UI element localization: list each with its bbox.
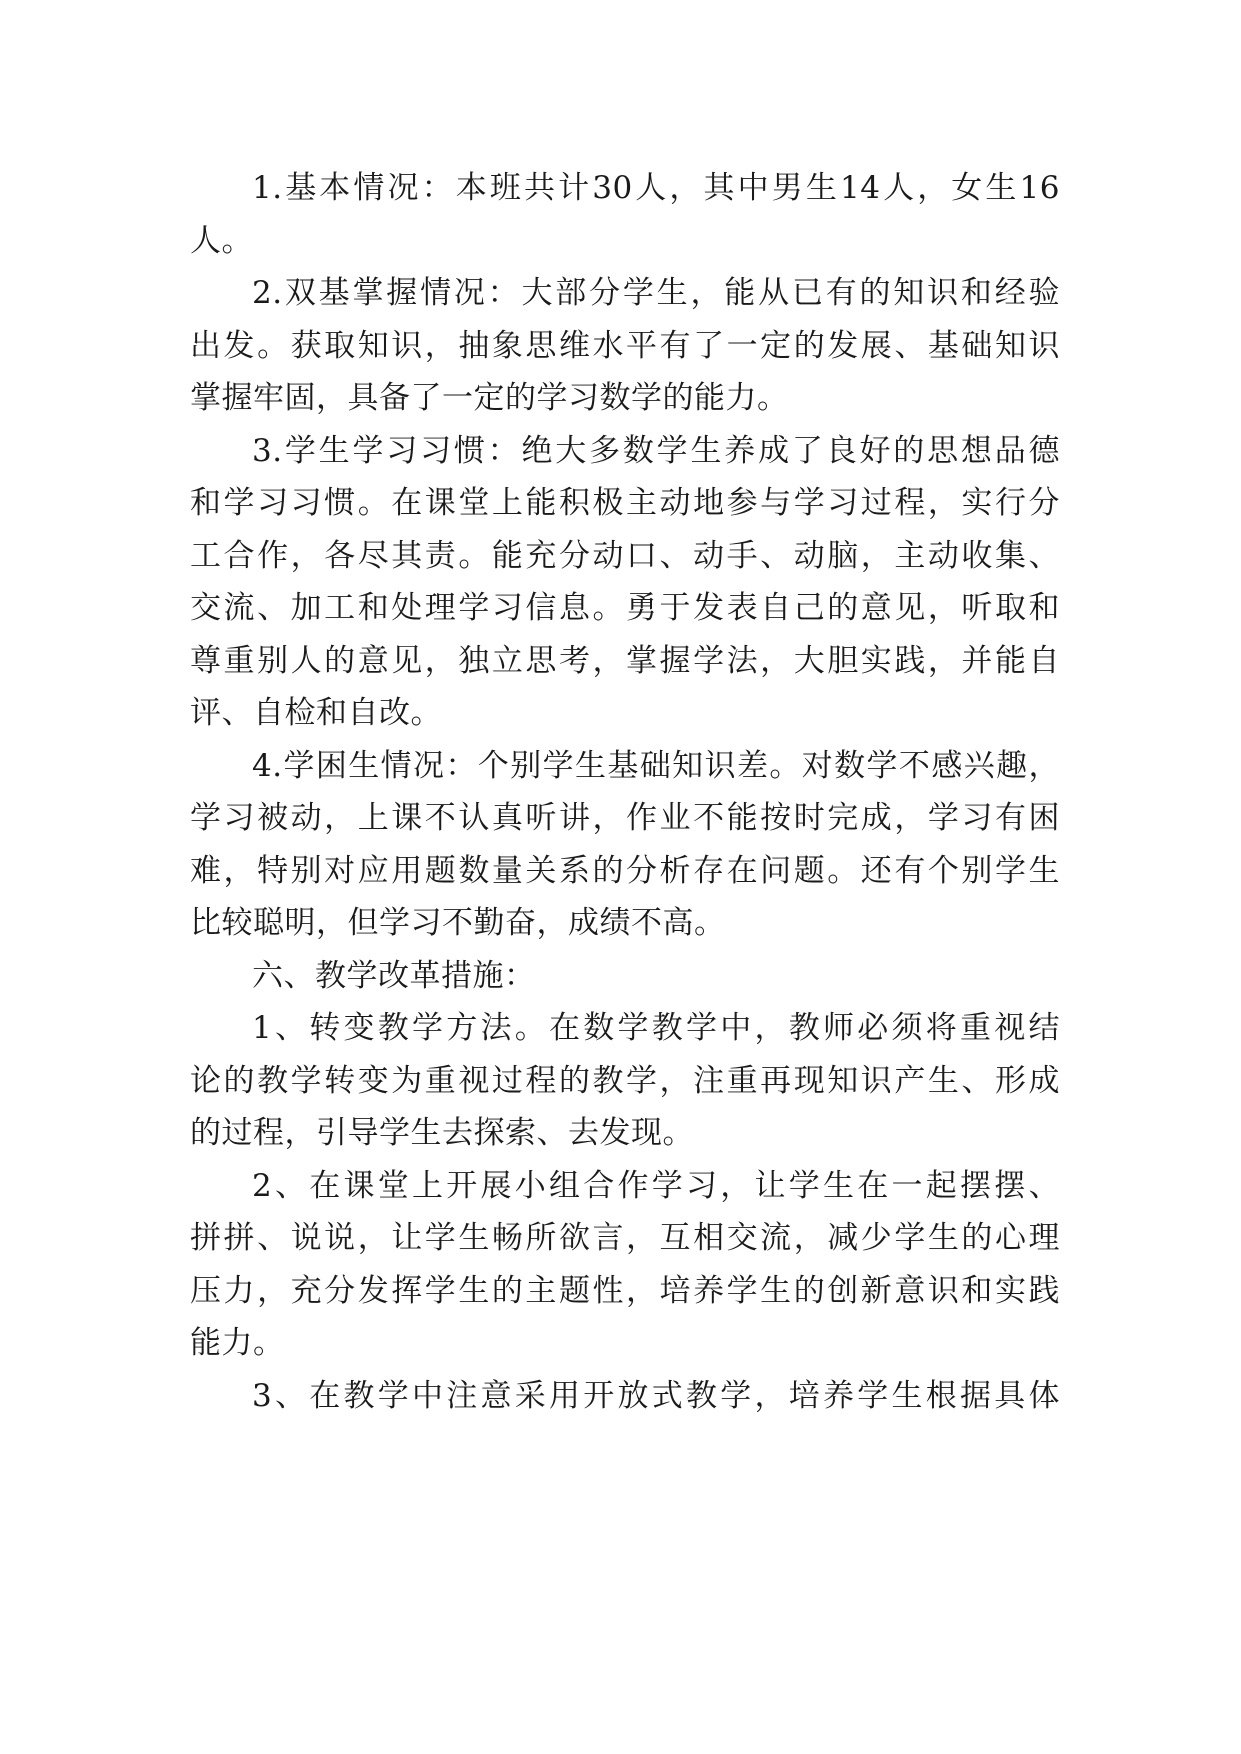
text-line: 的过程，引导学生去探索、去发现。 [190,1115,694,1151]
text-line: 压力，充分发挥学生的主题性，培养学生的创新意识和实践 [190,1272,1060,1309]
paragraph-study-habits [190,425,1060,740]
paragraph-basic-skills [190,267,1060,425]
text-line: 3、在教学中注意采用开放式教学，培养学生根据具体 [252,1377,1060,1414]
text-line: 1.基本情况：本班共计30人，其中男生14人，女生16 [252,170,1060,206]
paragraph-measure-2 [190,1160,1060,1370]
text-line: 掌握牢固，具备了一定的学习数学的能力。 [190,380,789,416]
paragraph-measure-1 [190,1002,1060,1160]
text-line: 论的教学转变为重视过程的教学，注重再现知识产生、形成 [190,1062,1060,1099]
text-line: 尊重别人的意见，独立思考，掌握学法，大胆实践，并能自 [190,642,1060,679]
text-line: 2、在课堂上开展小组合作学习，让学生在一起摆摆、 [252,1167,1060,1204]
paragraph-measure-3 [190,1370,1060,1423]
text-line: 2.双基掌握情况：大部分学生，能从已有的知识和经验 [252,275,1060,311]
text-line: 学习被动，上课不认真听讲，作业不能按时完成，学习有困 [190,800,1060,836]
document-body [190,162,1060,1422]
text-line: 出发。获取知识，抽象思维水平有了一定的发展、基础知识 [190,327,1060,364]
text-line: 3.学生学习习惯：绝大多数学生养成了良好的思想品德 [252,432,1060,469]
section-heading-reform-measures [190,950,1060,1003]
text-line: 能力。 [190,1325,285,1361]
text-line: 和学习习惯。在课堂上能积极主动地参与学习过程，实行分 [190,485,1060,521]
text-line: 比较聪明，但学习不勤奋，成绩不高。 [190,905,726,941]
text-line: 六、教学改革措施： [252,957,536,994]
text-line: 交流、加工和处理学习信息。勇于发表自己的意见，听取和 [190,590,1060,626]
text-line: 人。 [190,222,253,259]
text-line: 难，特别对应用题数量关系的分析存在问题。还有个别学生 [190,852,1060,889]
text-line: 工合作，各尽其责。能充分动口、动手、动脑，主动收集、 [190,537,1060,574]
text-line: 评、自检和自改。 [190,695,442,731]
text-line: 拼拼、说说，让学生畅所欲言，互相交流，减少学生的心理 [190,1220,1060,1256]
text-line: 1、转变教学方法。在数学教学中，教师必须将重视结 [252,1010,1060,1046]
paragraph-struggling-students [190,740,1060,950]
text-line: 4.学困生情况：个别学生基础知识差。对数学不感兴趣， [252,747,1060,784]
paragraph-basic-situation [190,162,1060,267]
